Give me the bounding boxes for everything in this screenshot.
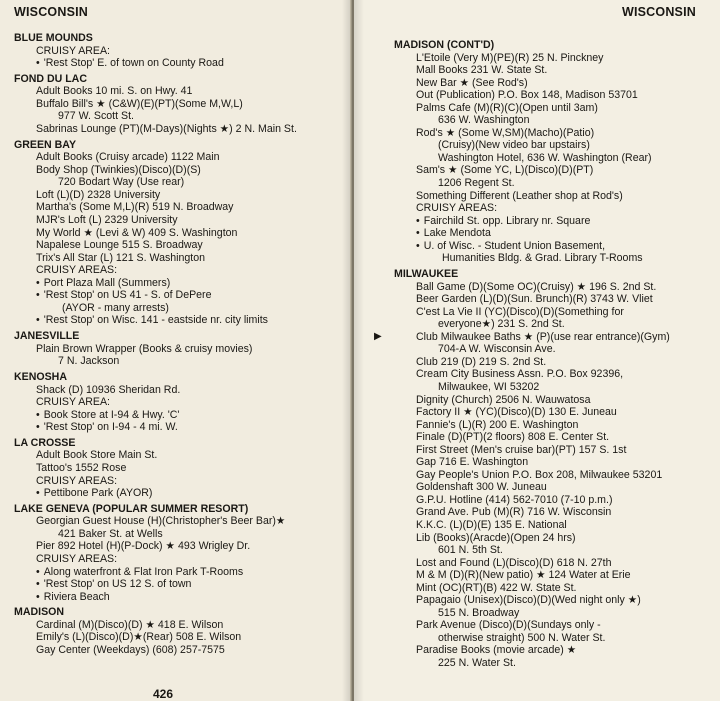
city-heading: KENOSHA: [14, 370, 67, 383]
listing-text: L'Etoile (Very M)(PE)(R) 25 N. Pinckney: [416, 51, 604, 64]
listing-text: My World ★ (Levi & W) 409 S. Washington: [36, 226, 238, 239]
listing-entry: [394, 102, 714, 127]
listing-text: Palms Cafe (M)(R)(C)(Open until 3am): [416, 101, 598, 114]
listing-text: Sabrinas Lounge (PT)(M-Days)(Nights ★) 2 N. Main St.: [36, 123, 297, 136]
cruisy-item-text: • Lake Mendota: [416, 227, 714, 240]
listing-entry: [14, 644, 349, 657]
listing-entry: [14, 540, 349, 553]
listing-entry: [14, 384, 349, 397]
city-heading: MILWAUKEE: [394, 268, 459, 281]
city-heading: BLUE MOUNDS: [14, 32, 93, 44]
listing-text: Napalese Lounge 515 S. Broadway: [36, 239, 203, 252]
cruisy-item-text: • 'Rest Stop' on US 41 - S. of DePere: [36, 289, 349, 302]
listing-text: Gap 716 E. Washington: [416, 456, 529, 469]
listing-entry: [394, 356, 714, 369]
listing-continuation: (Cruisy)(New video bar upstairs): [438, 139, 590, 152]
city-heading: MADISON (CONT'D): [394, 39, 495, 51]
listing-text: Mall Books 231 W. State St.: [416, 64, 548, 77]
listing-text: Cardinal (M)(Disco)(D) ★ 418 E. Wilson: [36, 618, 224, 631]
listing-entry: [394, 164, 714, 189]
listing-entry: [394, 481, 714, 494]
listing-entry: [394, 77, 714, 90]
cruisy-label: CRUISY AREAS:: [36, 264, 118, 277]
listing-text: Factory II ★ (YC)(Disco)(D) 130 E. Juneau: [416, 406, 617, 419]
listing-text: New Bar ★ (See Rod's): [416, 76, 528, 89]
cruisy-item: [14, 277, 349, 290]
listing-continuation: 7 N. Jackson: [58, 355, 120, 368]
cruisy-item-continuation: (AYOR - many arrests): [62, 301, 169, 314]
listing-entry: [14, 201, 349, 214]
cruisy-item: [14, 57, 349, 70]
listing-entry: [14, 214, 349, 227]
listing-text: Tattoo's 1552 Rose: [36, 461, 127, 474]
city-heading: GREEN BAY: [14, 138, 77, 151]
listing-text: G.P.U. Hotline (414) 562-7010 (7-10 p.m.): [416, 493, 613, 506]
listing-text: Rod's ★ (Some W,SM)(Macho)(Patio): [416, 126, 595, 139]
city-heading: JANESVILLE: [14, 330, 80, 343]
listing-text: First Street (Men's cruise bar)(PT) 157 S. 1st: [416, 443, 627, 456]
listing-text: Dignity (Church) 2506 N. Wauwatosa: [416, 393, 591, 406]
listing-entry: [394, 431, 714, 444]
listing-continuation: 601 N. 5th St.: [438, 544, 503, 557]
listing-continuation: 977 W. Scott St.: [58, 110, 134, 123]
listing-text: Gay Center (Weekdays) (608) 257-7575: [36, 644, 225, 657]
listing-text: Goldenshaft 300 W. Juneau: [416, 481, 547, 494]
cruisy-item: [14, 421, 349, 434]
listing-entry: [394, 494, 714, 507]
cruisy-item-text: • U. of Wisc. - Student Union Basement,: [416, 240, 714, 253]
listing-entry: [14, 98, 349, 123]
listing-text: Ball Game (D)(Some OC)(Cruisy) ★ 196 S. 2nd St.: [416, 280, 657, 293]
listing-continuation: Washington Hotel, 636 W. Washington (Rear): [438, 151, 652, 164]
listing-entry: [14, 515, 349, 540]
cruisy-item-text: • Port Plaza Mall (Summers): [36, 277, 349, 290]
listing-continuation: 421 Baker St. at Wells: [58, 527, 163, 540]
listing-entry: [14, 619, 349, 632]
listing-entry: [394, 190, 714, 203]
listing-text: Paradise Books (movie arcade) ★: [416, 644, 577, 657]
listing-entry: [394, 306, 714, 331]
listing-entry: [394, 557, 714, 570]
cruisy-item-text: • Riviera Beach: [36, 591, 349, 604]
cruisy-label: CRUISY AREA:: [36, 396, 110, 409]
listing-entry: [394, 406, 714, 419]
listing-text: Shack (D) 10936 Sheridan Rd.: [36, 383, 181, 396]
listing-entry: [14, 189, 349, 202]
listing-text: Adult Book Store Main St.: [36, 449, 158, 462]
listing-entry: [394, 444, 714, 457]
cruisy-item: [394, 215, 714, 228]
listing-entry: [394, 52, 714, 65]
cruisy-item-text: • Book Store at I-94 & Hwy. 'C': [36, 409, 349, 422]
listing-text: Finale (D)(PT)(2 floors) 808 E. Center St.: [416, 431, 610, 444]
listing-entry: [394, 519, 714, 532]
listing-text: Georgian Guest House (H)(Christopher's Beer Bar)★: [36, 515, 286, 528]
cruisy-item-text: • 'Rest Stop' on I-94 - 4 mi. W.: [36, 421, 349, 434]
listing-text: Body Shop (Twinkies)(Disco)(D)(S): [36, 163, 201, 176]
listing-text: Papagaio (Unisex)(Disco)(D)(Wed night only ★): [416, 594, 641, 607]
cruisy-label: CRUISY AREAS:: [36, 474, 118, 487]
listing-entry: [394, 293, 714, 306]
listing-entry: [394, 532, 714, 557]
listing-continuation: 225 N. Water St.: [438, 656, 516, 669]
page-number: 426: [153, 687, 174, 701]
listing-continuation: Milwaukee, WI 53202: [438, 380, 540, 393]
listing-text: MJR's Loft (L) 2329 University: [36, 214, 178, 227]
listing-text: K.K.C. (L)(D)(E) 135 E. National: [416, 518, 567, 531]
listing-entry: [14, 343, 349, 368]
listing-continuation: otherwise straight) 500 N. Water St.: [438, 631, 606, 644]
listing-entry: [14, 449, 349, 462]
cruisy-item: [14, 591, 349, 604]
listing-text: Lib (Books)(Aracde)(Open 24 hrs): [416, 531, 576, 544]
listing-text: Club Milwaukee Baths ★ (P)(use rear entrance)(Gym): [416, 330, 670, 343]
listing-entry: [394, 394, 714, 407]
right-page: [354, 0, 720, 701]
listing-text: Beer Garden (L)(D)(Sun. Brunch)(R) 3743 W. Vliet: [416, 293, 653, 306]
cruisy-item-text: • 'Rest Stop' on Wisc. 141 - eastside nr. city limits: [36, 314, 349, 327]
listing-text: Something Different (Leather shop at Rod's): [416, 189, 623, 202]
right-listings: [374, 39, 714, 670]
listing-entry: [394, 582, 714, 595]
listing-entry: [14, 462, 349, 475]
cruisy-item: [14, 409, 349, 422]
listing-entry: [14, 85, 349, 98]
listing-text: Pier 892 Hotel (H)(P-Dock) ★ 493 Wrigley Dr.: [36, 540, 251, 553]
listing-continuation: 720 Bodart Way (Use rear): [58, 176, 185, 189]
listing-entry: [14, 252, 349, 265]
listing-text: Adult Books (Cruisy arcade) 1122 Main: [36, 151, 220, 164]
listing-entry: [394, 644, 714, 669]
cruisy-item: [14, 578, 349, 591]
listing-text: C'est La Vie II (YC)(Disco)(D)(Something for: [416, 305, 624, 318]
gutter-shadow: [354, 0, 364, 701]
city-heading: FOND DU LAC: [14, 72, 87, 85]
cruisy-item: [14, 314, 349, 327]
city-heading: LA CROSSE: [14, 436, 76, 449]
cruisy-label: CRUISY AREA:: [36, 44, 110, 57]
listing-continuation: 704-A W. Wisconsin Ave.: [438, 343, 556, 356]
listing-entry: [394, 419, 714, 432]
left-page: [0, 0, 353, 701]
listing-text: Fannie's (L)(R) 200 E. Washington: [416, 418, 579, 431]
listing-text: Out (Publication) P.O. Box 148, Madison 53701: [416, 89, 638, 102]
cruisy-item: [14, 487, 349, 500]
listing-entry: [394, 89, 714, 102]
listing-entry: [14, 227, 349, 240]
cruisy-item: [14, 289, 349, 314]
listing-entry: [14, 239, 349, 252]
city-heading: LAKE GENEVA (POPULAR SUMMER RESORT): [14, 502, 249, 515]
listing-text: Club 219 (D) 219 S. 2nd St.: [416, 355, 547, 368]
listing-entry: [14, 123, 349, 136]
cruisy-item-text: • 'Rest Stop' E. of town on County Road: [36, 57, 349, 70]
listing-text: Buffalo Bill's ★ (C&W)(E)(PT)(Some M,W,L): [36, 97, 243, 110]
cruisy-item-text: • Pettibone Park (AYOR): [36, 487, 349, 500]
listing-text: Gay People's Union P.O. Box 208, Milwaukee 53201: [416, 468, 663, 481]
listing-text: Plain Brown Wrapper (Books & cruisy movies): [36, 342, 253, 355]
listing-text: Cream City Business Assn. P.O. Box 92396,: [416, 368, 624, 381]
listing-continuation: 1206 Regent St.: [438, 177, 515, 190]
listing-entry: [394, 506, 714, 519]
cruisy-item-text: • Fairchild St. opp. Library nr. Square: [416, 215, 714, 228]
cruisy-item-text: • 'Rest Stop' on US 12 S. of town: [36, 578, 349, 591]
page-header-left: WISCONSIN: [14, 5, 89, 19]
listing-entry: [14, 151, 349, 164]
listing-continuation: 515 N. Broadway: [438, 606, 520, 619]
listing-text: Loft (L)(D) 2328 University: [36, 188, 161, 201]
listing-text: Trix's All Star (L) 121 S. Washington: [36, 251, 206, 264]
listing-text: Sam's ★ (Some YC, L)(Disco)(D)(PT): [416, 164, 594, 177]
cruisy-item-text: • Along waterfront & Flat Iron Park T-Rooms: [36, 566, 349, 579]
listing-entry: [14, 631, 349, 644]
listing-entry: [14, 164, 349, 189]
listing-entry: [394, 127, 714, 165]
cruisy-item: [394, 227, 714, 240]
listing-text: Lost and Found (L)(Disco)(D) 618 N. 27th: [416, 556, 612, 569]
city-heading: MADISON: [14, 606, 65, 619]
listing-text: M & M (D)(R)(New patio) ★ 124 Water at Erie: [416, 569, 631, 582]
left-listings: [14, 32, 349, 657]
cruisy-item: [14, 566, 349, 579]
listing-entry: [394, 281, 714, 294]
cruisy-label: CRUISY AREAS:: [416, 202, 498, 215]
listing-text: Park Avenue (Disco)(D)(Sundays only -: [416, 619, 601, 632]
cruisy-item-continuation: Humanities Bldg. & Grad. Library T-Rooms: [442, 252, 643, 265]
listing-text: Emily's (L)(Disco)(D)★(Rear) 508 E. Wilson: [36, 631, 242, 644]
listing-entry: [394, 456, 714, 469]
listing-text: Grand Ave. Pub (M)(R) 716 W. Wisconsin: [416, 506, 612, 519]
listing-entry: [394, 594, 714, 619]
listing-text: Adult Books 10 mi. S. on Hwy. 41: [36, 85, 193, 98]
arrow-marker-icon: ▶: [374, 330, 382, 342]
listing-text: Martha's (Some M,L)(R) 519 N. Broadway: [36, 201, 234, 214]
listing-entry: [394, 619, 714, 644]
page-header-right: WISCONSIN: [621, 5, 696, 19]
listing-entry: [394, 368, 714, 393]
cruisy-label: CRUISY AREAS:: [36, 553, 118, 565]
listing-text: Mint (OC)(RT)(B) 422 W. State St.: [416, 581, 577, 594]
listing-entry: [394, 64, 714, 77]
listing-continuation: everyone★) 231 S. 2nd St.: [438, 318, 565, 331]
cruisy-item: [394, 240, 714, 265]
listing-entry: [374, 330, 714, 356]
listing-continuation: 636 W. Washington: [438, 114, 530, 127]
listing-entry: [394, 469, 714, 482]
listing-entry: [394, 569, 714, 582]
